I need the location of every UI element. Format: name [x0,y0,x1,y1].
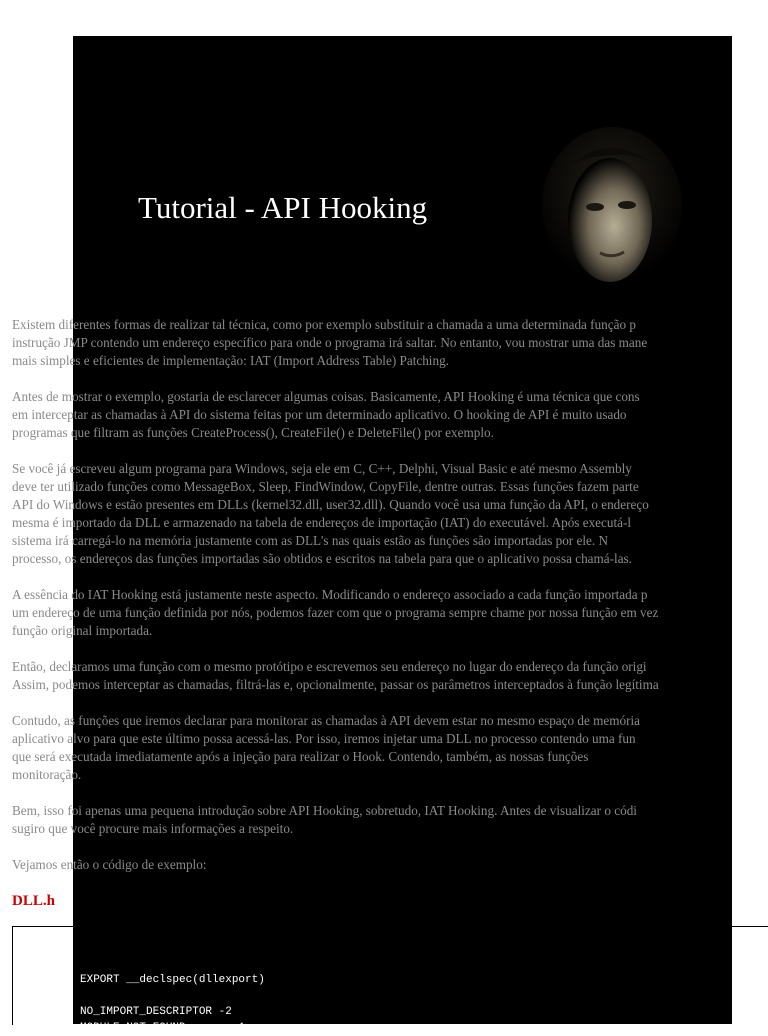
text-line: Assim, podemos interceptar as chamadas, filtrá-las e, opcionalmente, passar os parâmetros interceptados à função legítima [12,677,659,692]
text-line: Então, declaramos uma função com o mesmo protótipo e escrevemos seu endereço no lugar do endereço da função origi [12,659,647,674]
text-line: monitoração. [12,767,82,782]
text-line: que será executada imediatamente após a injeção para realizar o Hook. Contendo, também, as nossas funções [12,749,589,764]
code-box-border [12,926,74,1025]
text-line: um endereço de uma função definida por nós, podemos fazer com que o programa sempre chame por nossa função em vez [12,605,659,620]
text-line: aplicativo alvo para que este último possa acessá-las. Por isso, iremos injetar uma DLL no processo contendo uma fun [12,731,636,746]
article-body [12,316,768,892]
text-line: em interceptar as chamadas à API do sistema feitas por um determinado aplicativo. O hooking de API é muito usado [12,407,627,422]
code-line: NO_IMPORT_DESCRIPTOR -2 [80,1006,232,1018]
code-line [80,988,265,1004]
paragraph [12,712,768,784]
paragraph [12,316,768,370]
paragraph [12,658,768,694]
code-box-border [732,926,768,928]
text-line: Antes de mostrar o exemplo, gostaria de esclarecer algumas coisas. Basicamente, API Hooking é uma técnica que cons [12,389,640,404]
text-line: deve ter utilizado funções como MessageBox, Sleep, FindWindow, CopyFile, dentre outras. Essas funções fazem parte [12,479,639,494]
text-line: instrução JMP contendo um endereço específico para onde o programa irá saltar. No entanto, vou mostrar uma das mane [12,335,648,350]
paragraph [12,388,768,442]
paragraph [12,856,768,874]
text-line: mesma é importado da DLL e armazenado na tabela de endereços de importação (IAT) do executável. Após executá-l [12,515,632,530]
text-line: Vejamos então o código de exemplo: [12,857,207,872]
paragraph [12,802,768,838]
paragraph [12,460,768,568]
text-line: programas que filtram as funções CreateProcess(), CreateFile() e DeleteFile() por exemplo. [12,425,494,440]
text-line: Bem, isso foi apenas uma pequena introdução sobre API Hooking, sobretudo, IAT Hooking. Antes de visualizar o códi [12,803,637,818]
paragraph [12,586,768,640]
text-line: processo, os endereços das funções importadas são obtidos e escritos na tabela para que o aplicativo possa chamá-las. [12,551,632,566]
text-line: Contudo, as funções que iremos declarar para monitorar as chamadas à API devem estar no mesmo espaço de memória [12,713,641,728]
text-line: Se você já escreveu algum programa para Windows, seja ele em C, C++, Delphi, Visual Basic e até mesmo Assembly [12,461,632,476]
text-line: sugiro que você procure mais informações a respeito. [12,821,294,836]
section-heading: DLL.h [12,893,55,909]
code-line: EXPORT __declspec(dllexport) [80,974,265,986]
text-line: Existem diferentes formas de realizar tal técnica, como por exemplo substituir a chamada a uma determinada função p [12,317,636,332]
code-block [80,972,265,1036]
text-line: API do Windows e estão presentes em DLLs (kernel32.dll, user32.dll). Quando você usa uma função da API, o endereço [12,497,649,512]
code-line: MODULE_NOT_FOUND -1 [80,1022,246,1034]
text-line: sistema irá carregá-lo na memória justamente com as DLL's nas quais estão as funções são importadas por ele. N [12,533,608,548]
page-title: Tutorial - API Hooking [138,190,428,225]
portrait-image [540,125,690,290]
text-line: função original importada. [12,623,153,638]
text-line: mais simples e eficientes de implementação: IAT (Import Address Table) Patching. [12,353,449,368]
text-line: A essência do IAT Hooking está justamente neste aspecto. Modificando o endereço associado a cada função importada p [12,587,648,602]
